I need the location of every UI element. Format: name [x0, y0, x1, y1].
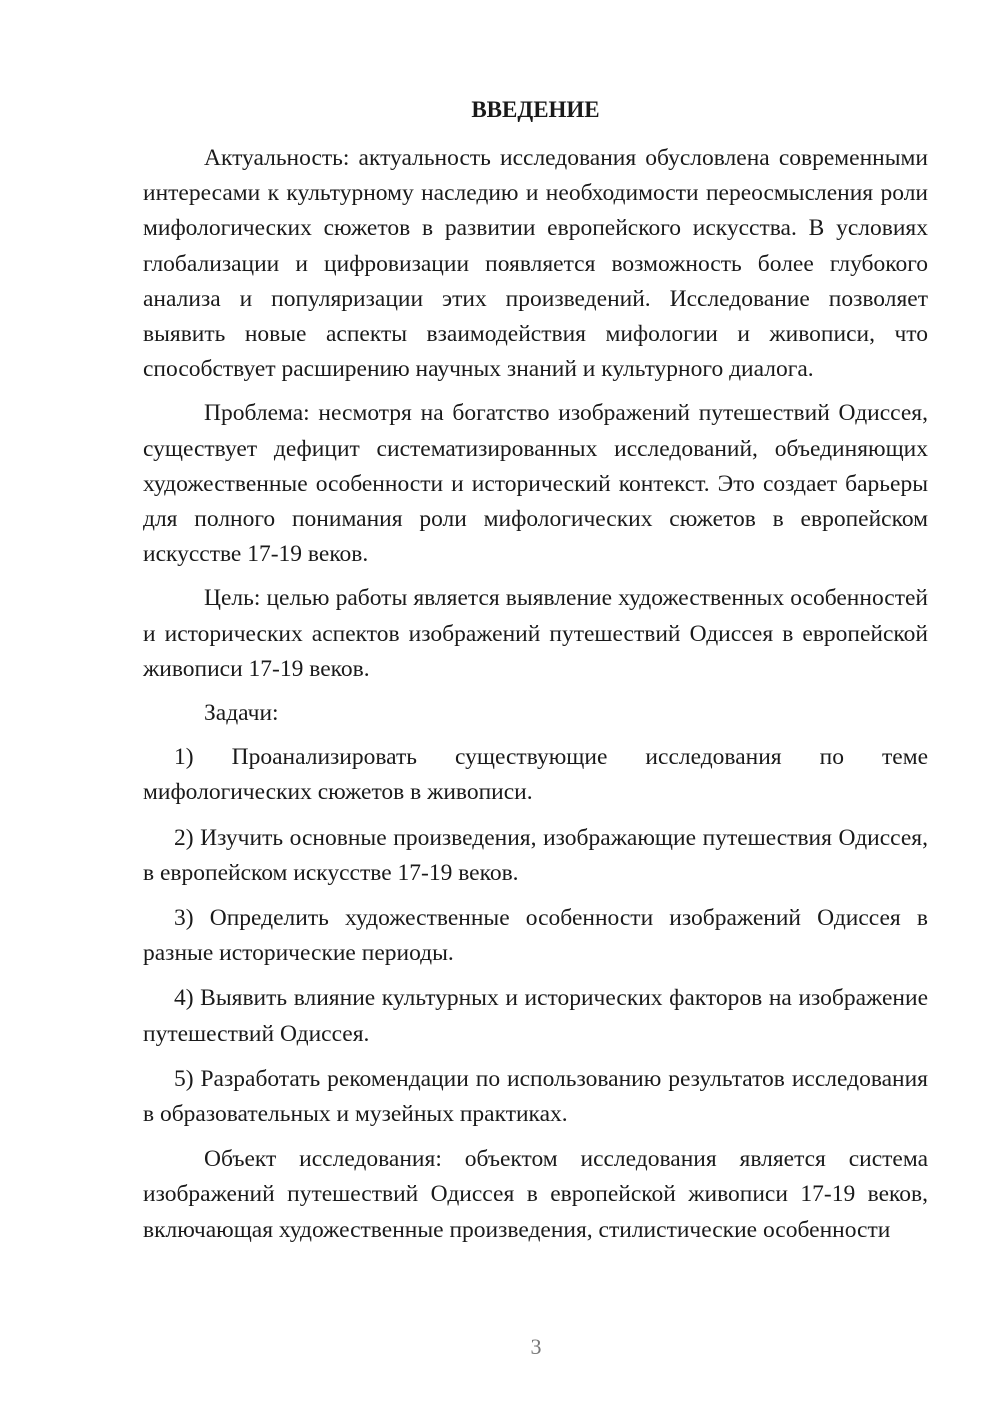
- object-paragraph: Объект исследования: объектом исследования является система изображений путешествий Одиссея в европейской живописи 17-19 веков, включающая художественные произведения, стилистические особенности: [143, 1146, 928, 1243]
- page-number: 3: [530, 1334, 542, 1359]
- tasks-label: Задачи:: [204, 700, 279, 727]
- task-item-1: 1) Проанализировать существующие исследования по теме мифологических сюжетов в живописи.: [143, 744, 928, 806]
- task-item-4: 4) Выявить влияние культурных и исторических факторов на изображение путешествий Одиссея.: [143, 985, 928, 1047]
- page-content: [143, 95, 928, 1257]
- problem-paragraph: Проблема: несмотря на богатство изображений путешествий Одиссея, существует дефицит систематизированных исследований, объединяющих художественные особенности и исторический контекст. Это создает барьеры для полного понимания роли мифологических сюжетов в европейском искусстве 17-19 веков.: [143, 400, 928, 568]
- section-heading: ВВЕДЕНИЕ: [471, 97, 600, 122]
- task-item-3: 3) Определить художественные особенности изображений Одиссея в разные исторические периоды.: [143, 905, 928, 967]
- goal-paragraph: Цель: целью работы является выявление художественных особенностей и исторических аспектов изображений путешествий Одиссея в европейской живописи 17-19 веков.: [143, 585, 928, 682]
- task-item-5: 5) Разработать рекомендации по использованию результатов исследования в образовательных и музейных практиках.: [143, 1065, 928, 1128]
- task-item-2: 2) Изучить основные произведения, изображающие путешествия Одиссея, в европейском искусстве 17-19 веков.: [143, 824, 928, 886]
- relevance-paragraph: Актуальность: актуальность исследования обусловлена современными интересами к культурному наследию и необходимости переосмысления роли мифологических сюжетов в развитии европейского искусства. В условиях глобализации и цифровизации появляется возможность более глубокого анализа и популяризации этих произведений. Исследование позволяет выявить новые аспекты взаимодействия мифологии и живописи, что способствует расширению научных знаний и культурного диалога.: [143, 145, 928, 383]
